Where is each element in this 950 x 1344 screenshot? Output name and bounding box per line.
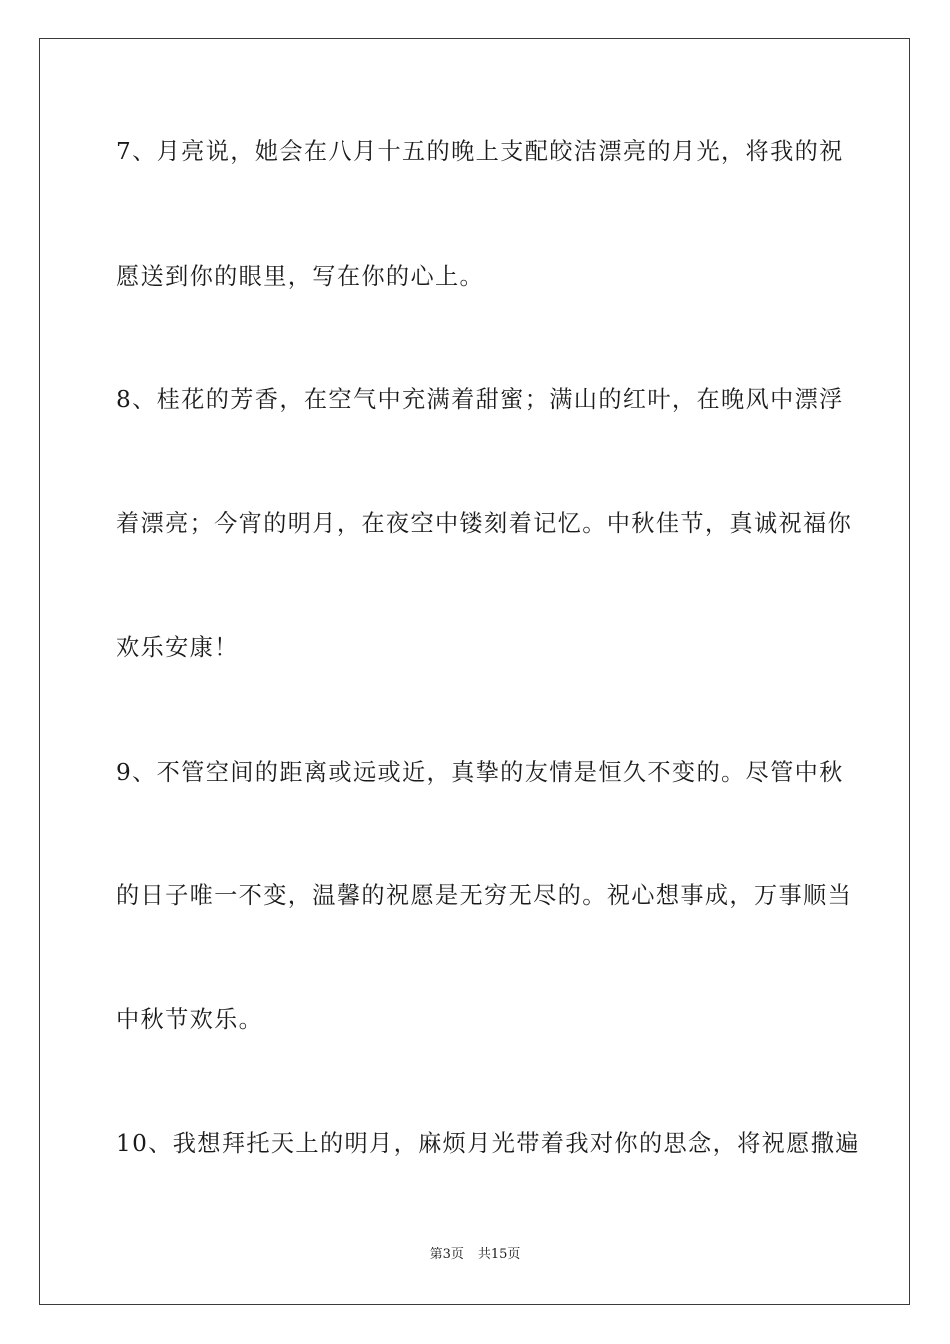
text-line-7: 的日子唯一不变，温馨的祝愿是无穷无尽的。祝心想事成，万事顺当: [116, 882, 853, 909]
text-line-8: 中秋节欢乐。: [116, 1006, 264, 1033]
page-number: 第3页: [429, 1247, 464, 1262]
text-line-9: 10、我想拜托天上的明月，麻烦月光带着我对你的思念，将祝愿撒遍: [116, 1130, 860, 1157]
text-line-1: 7、月亮说，她会在八月十五的晚上支配皎洁漂亮的月光，将我的祝: [116, 138, 844, 165]
text-line-6: 9、不管空间的距离或远或近，真挚的友情是恒久不变的。尽管中秋: [116, 759, 844, 786]
page-border: [39, 38, 910, 1305]
text-line-2: 愿送到你的眼里，写在你的心上。: [116, 263, 485, 290]
text-line-5: 欢乐安康！: [116, 634, 239, 661]
text-line-4: 着漂亮；今宵的明月，在夜空中镂刻着记忆。中秋佳节，真诚祝福你: [116, 510, 853, 537]
text-line-3: 8、桂花的芳香，在空气中充满着甜蜜；满山的红叶，在晚风中漂浮: [116, 386, 844, 413]
page-footer: [0, 1247, 950, 1263]
page-total: 共15页: [477, 1247, 521, 1262]
